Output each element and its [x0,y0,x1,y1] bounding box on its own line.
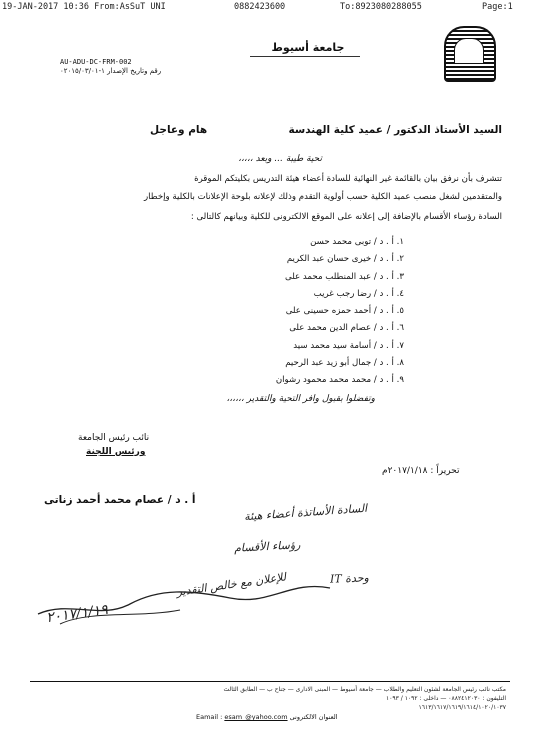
fax-page: Page:1 [482,2,513,12]
candidate-list [144,237,404,393]
closing-line: وتفضلوا بقبول وافر التحية والتقدير ،،،،،، [226,394,375,404]
handwritten-note-2: رؤساء الأقسام [233,538,301,555]
email-link[interactable]: esam_@yahoo.com [224,713,288,721]
body-line-2: والمتقدمين لشغل منصب عميد الكلية حسب أولوية التقدم وذلك لإعلانه بلوحة الإعلانات بالكلية وإخطار [144,192,502,202]
form-code: AU-ADU-DC-FRM-002 [60,58,132,66]
greeting: تحية طيبة ... وبعد ،،،،، [238,154,322,164]
fax-header [0,2,540,16]
list-item: ٣. أ . د / عبد المنطلب محمد على [285,271,404,282]
university-logo [444,26,496,82]
body-line-3: السادة رؤساء الأقسام بالإضافة إلى إعلانه على الموقع الالكترونى للكلية وبيانهم كالتالى : [190,212,502,222]
addressee: السيد الأستاذ الدكتور / عميد كلية الهندسة [288,124,502,136]
handwritten-note-3: وحدة IT [329,571,370,586]
handwritten-signature [30,560,370,630]
signer-title: نائب رئيس الجامعة [78,433,150,443]
email-label: Eamail : [196,713,223,721]
email-label-ar: العنوان الالكترونى [289,713,338,721]
footer-address: مكتب نائب رئيس الجامعة لشئون التعليم والطلاب — جامعة أسيوط — المبنى الادارى — جناح ب — الطابق الثالث [223,686,506,693]
footer-phone: التليفون : ٠٨٨٢٤١٢٠٣٠ — داخلى : ١٠٩٢ / ١٠٩٣ [385,695,506,702]
list-item: ٧. أ . د / أسامة سيد محمد سيد [293,340,404,351]
footer-extensions: ١٦١٣/١٦١٧/١٦١٩/١٦١٤/١٠٢٠/١٠٣٧ [418,704,506,711]
list-item: ٨. أ . د / جمال أبو زيد عبد الرحيم [285,358,404,369]
footer-divider [30,681,510,682]
fax-sender: 19-JAN-2017 10:36 From:AsSuT UNI [2,2,166,12]
list-item: ٦. أ . د / عصام الدين محمد على [289,323,404,334]
list-item: ٩. أ . د / محمد محمد محمود رشوان [275,375,404,386]
issue-date: تحريراً : ٢٠١٧/١/١٨م [382,466,460,476]
issue-line: رقم وتاريخ الإصدار ١-٠٢٠١٥/٠٣/٠١ [60,67,162,75]
list-item: ١. أ . د / توبى محمد حسن [310,237,404,247]
list-item: ٤. أ . د / رضا رجب غريب [313,288,404,299]
footer-email [196,713,338,721]
urgency-label: هام وعاجل [150,124,208,136]
list-item: ٥. أ . د / أحمد حمزه حسينى على [285,306,404,317]
fax-number: 0882423600 [234,2,286,12]
handwritten-note-4: للإعلان مع خالص التقدير [175,570,287,599]
university-name: جامعة أسيوط [271,41,345,54]
handwritten-note-1: السادة الأساتذة أعضاء هيئة [243,501,368,524]
divider [250,56,360,57]
handwritten-date: ٢٠١٧/١/١٩ [45,601,109,627]
committee-title: ورئيس اللجنة [86,447,146,457]
signer-name: أ . د / عصام محمد أحمد زناتى [44,494,196,506]
fax-recipient: To:8923080288055 [340,2,422,12]
body-line-1: تتشرف بأن نرفق بيان بالقائمة غير النهائية للسادة أعضاء هيئة التدريس بكليتكم الموقرة [194,174,502,184]
list-item: ٢. أ . د / خيرى حسان عبد الكريم [286,254,404,265]
